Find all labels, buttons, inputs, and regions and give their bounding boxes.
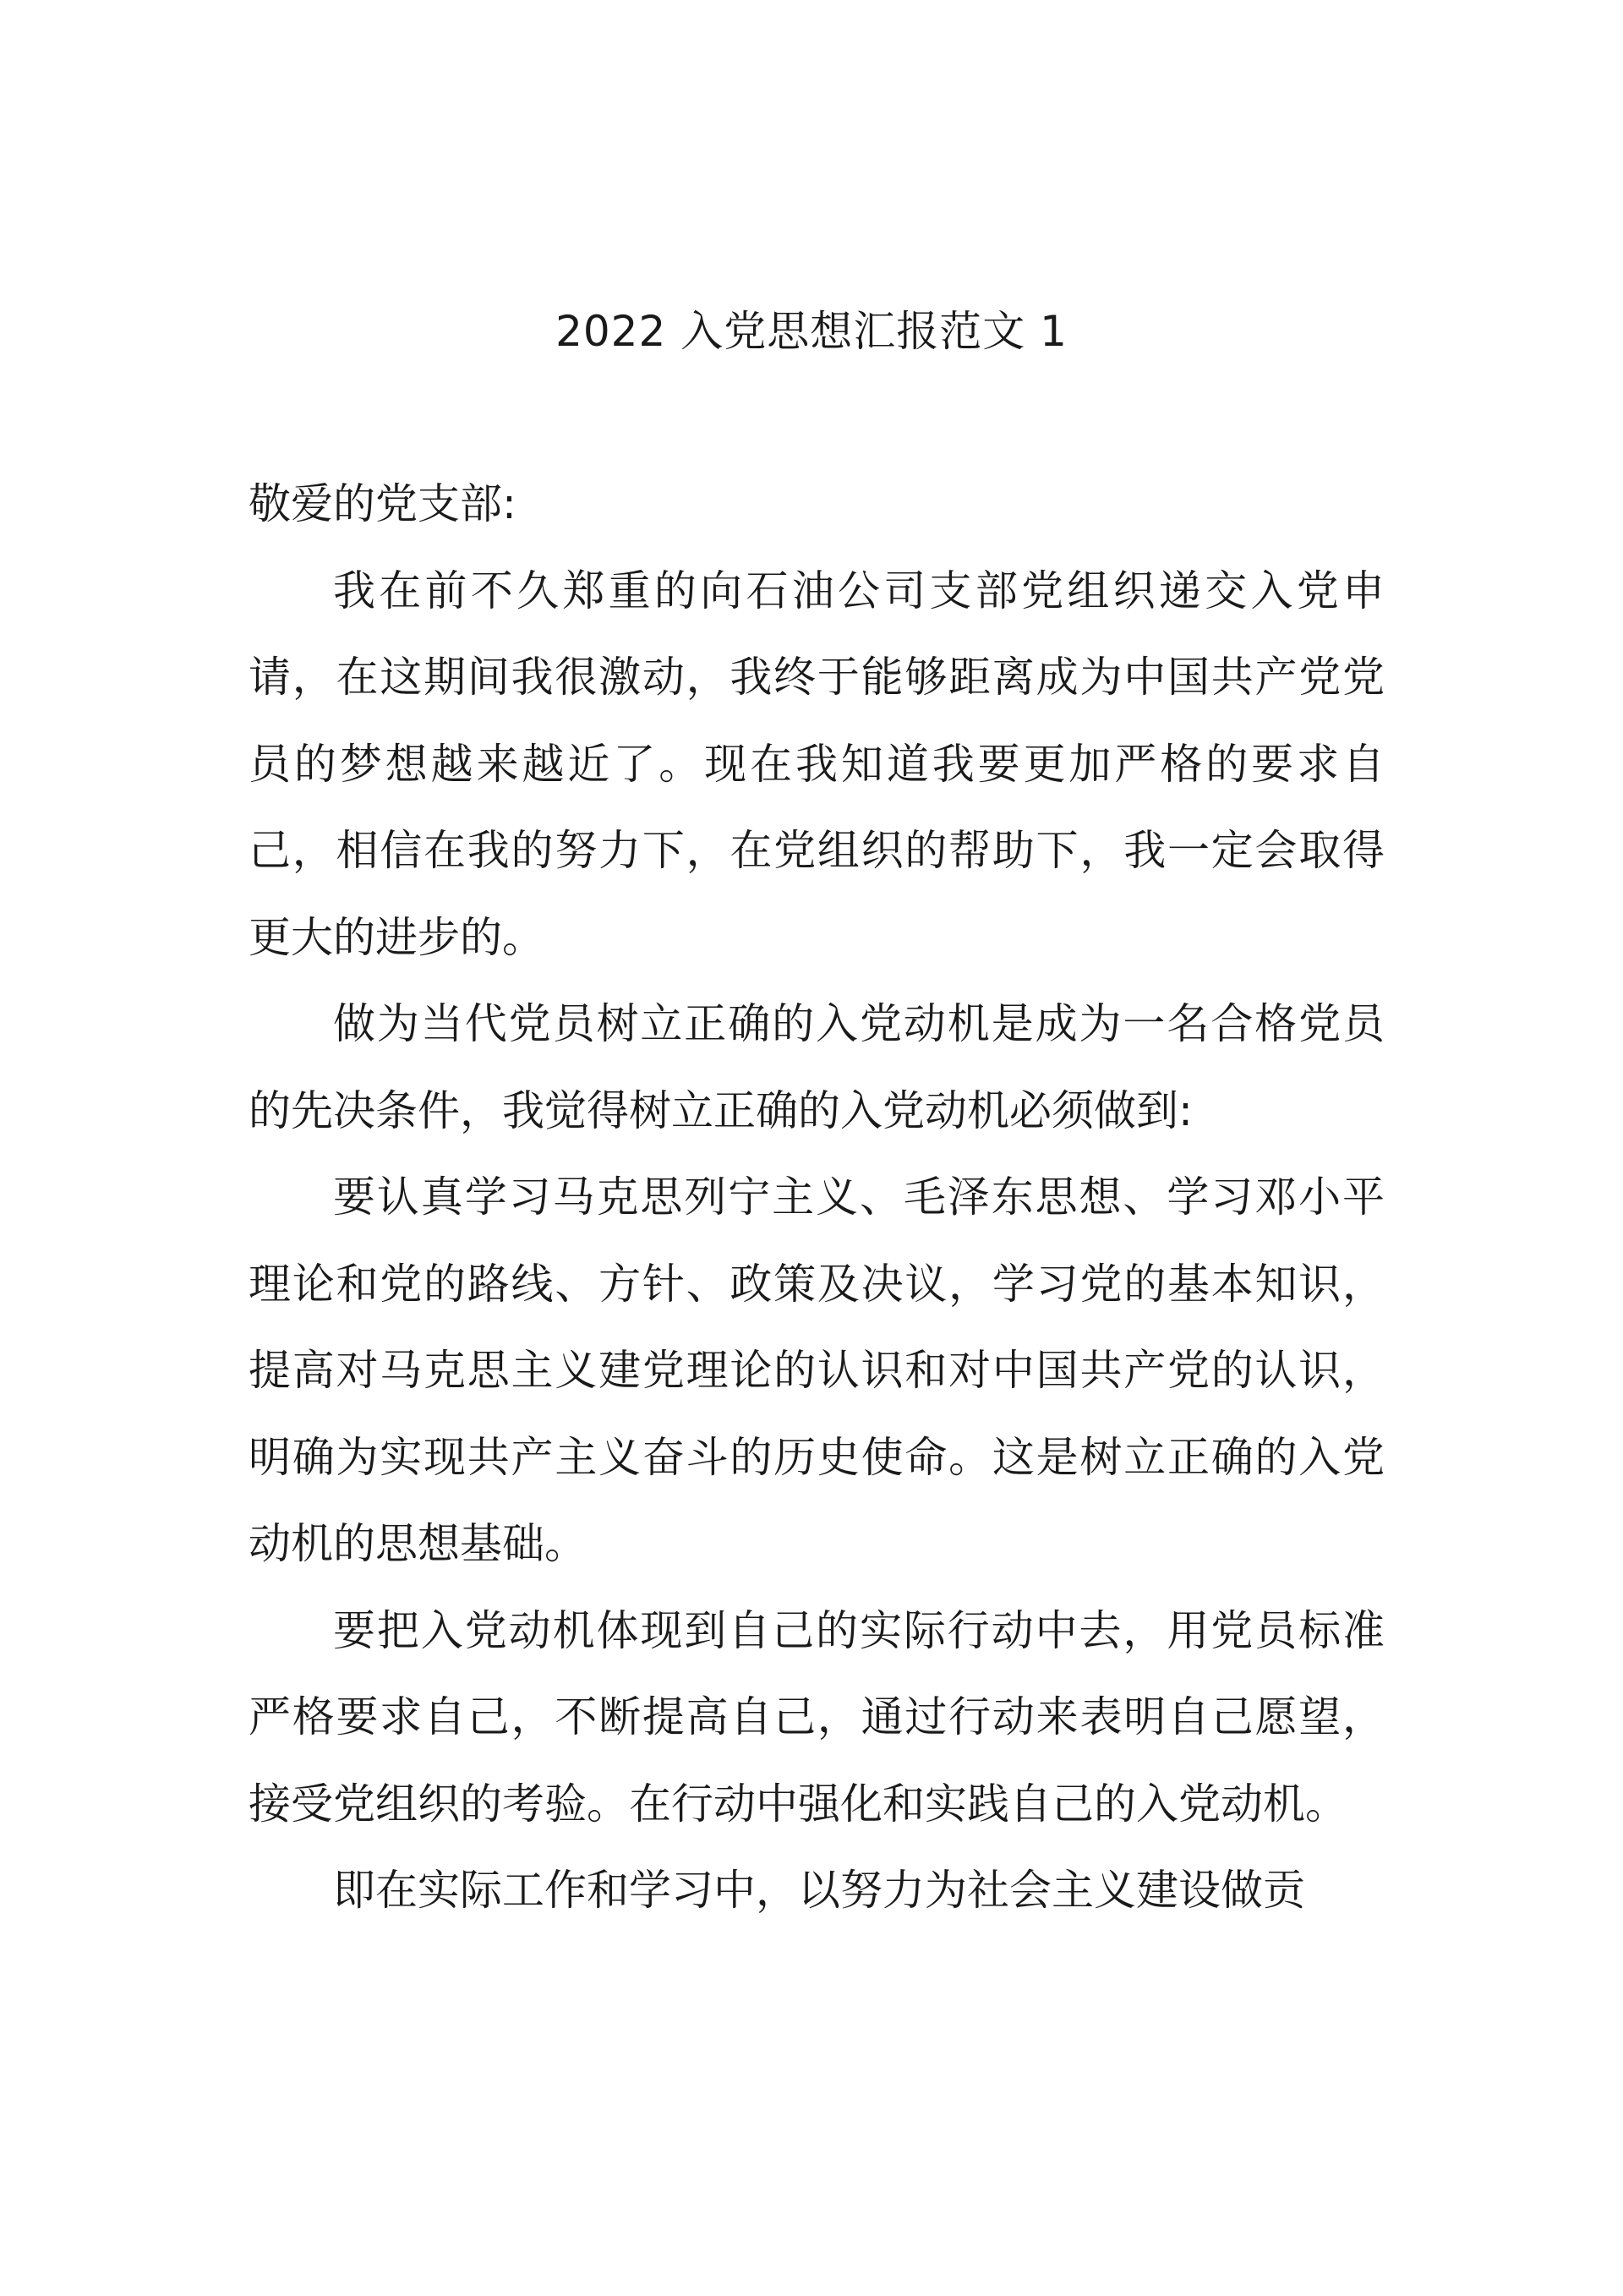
paragraph-3: 要认真学习马克思列宁主义、毛泽东思想、学习邓小平理论和党的路线、方针、政策及决议，学习党的基本知识，提高对马克思主义建党理论的认识和对中国共产党的认识，明确为实现共产主义奋斗的历史使命。这是树立正确的入党动机的思想基础。	[249, 1173, 1385, 1568]
paragraph-4: 要把入党动机体现到自己的实际行动中去，用党员标准严格要求自己，不断提高自己，通过行动来表明自己愿望，接受党组织的考验。在行动中强化和实践自己的入党动机。	[249, 1605, 1385, 1829]
document-body	[249, 461, 1385, 1934]
paragraph-1: 我在前不久郑重的向石油公司支部党组织递交入党申请，在这期间我很激动，我终于能够距离成为中国共产党党员的梦想越来越近了。现在我知道我要更加严格的要求自己，相信在我的努力下，在党组织的帮助下，我一定会取得更大的进步的。	[249, 566, 1385, 962]
paragraph-5: 即在实际工作和学习中，以努力为社会主义建设做贡	[333, 1866, 1305, 1915]
document-title: 2022 入党思想汇报范文 1	[555, 307, 1068, 356]
paragraph-2: 做为当代党员树立正确的入党动机是成为一名合格党员的先决条件，我觉得树立正确的入党动机必须做到:	[249, 999, 1385, 1135]
salutation: 敬爱的党支部:	[249, 479, 516, 528]
